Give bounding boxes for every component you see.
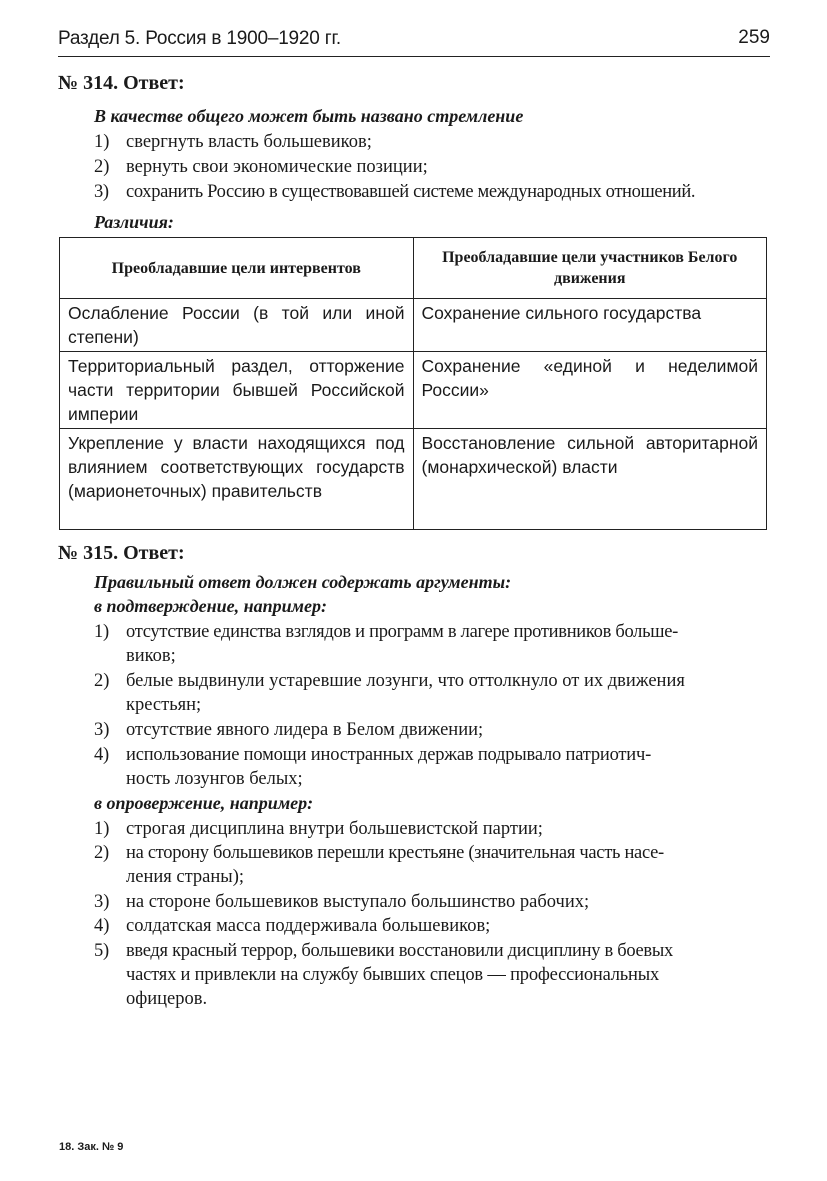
confirm-item: [94, 718, 483, 742]
item-continuation: частях и привлекли на службу бывших спецов — профессиональных: [126, 965, 660, 985]
item-number: 4): [94, 745, 110, 765]
item-number: 3): [94, 892, 110, 912]
section-title: Раздел 5. Россия в 1900–1920 гг.: [58, 28, 341, 49]
table-row: [60, 352, 767, 429]
item-number: 1): [94, 622, 109, 642]
table-cell: Восстановление сильной авторитарной (монархической) власти: [413, 429, 767, 530]
item-number: 2): [94, 157, 110, 177]
answer-314-heading: № 314. Ответ:: [58, 72, 185, 94]
item-number: 2): [94, 843, 109, 863]
item-number: 4): [94, 916, 110, 936]
item-text: сохранить Россию в существовавшей системе международных отношений.: [126, 182, 696, 202]
common-intro: В качестве общего может быть названо стремление: [94, 106, 524, 126]
item-number: 1): [94, 819, 110, 839]
item-number: 3): [94, 720, 110, 740]
item-continuation: крестьян;: [126, 695, 202, 715]
item-text: введя красный террор, большевики восстановили дисциплину в боевых: [126, 941, 673, 961]
item-text: белые выдвинули устаревшие лозунги, что оттолкнуло от их движения: [126, 671, 685, 691]
common-item: [94, 155, 428, 179]
item-continuation: ления страны);: [126, 867, 244, 887]
common-item: [94, 180, 695, 204]
item-continuation: офицеров.: [126, 989, 208, 1009]
page-number: 259: [738, 27, 770, 48]
item-text: отсутствие явного лидера в Белом движении;: [126, 720, 484, 740]
refute-item: [94, 841, 664, 865]
item-text: на стороне большевиков выступало большинство рабочих;: [126, 892, 590, 912]
refute-item: [94, 914, 490, 938]
item-number: 2): [94, 671, 110, 691]
goals-comparison-table: [59, 237, 767, 530]
running-head: [58, 26, 770, 57]
common-item: [94, 130, 372, 154]
item-number: 5): [94, 941, 109, 961]
table-row: [60, 429, 767, 530]
item-text: свергнуть власть большевиков;: [126, 132, 372, 152]
item-text: солдатская масса поддерживала большевиков;: [126, 916, 491, 936]
table-cell: Территориальный раздел, отторжение части территории бывшей Российской империи: [60, 352, 414, 429]
col-header-interventionists: Преобладавшие цели интервентов: [60, 238, 414, 299]
table-header-row: [60, 238, 767, 299]
item-continuation: виков;: [126, 646, 176, 666]
refute-item: [94, 939, 673, 963]
table-cell: Ослабление России (в той или иной степени): [60, 299, 414, 352]
item-text: на сторону большевиков перешли крестьяне (значительная часть насе-: [126, 843, 664, 863]
table-cell: Сохранение сильного государства: [413, 299, 767, 352]
confirm-item: [94, 620, 678, 644]
refute-label: в опровержение, например:: [94, 793, 314, 813]
item-text: использование помощи иностранных держав подрывало патриотич-: [126, 745, 652, 765]
print-code: 18. Зак. № 9: [59, 1141, 124, 1153]
table-cell: Сохранение «единой и неделимой России»: [413, 352, 767, 429]
differences-label: Различия:: [94, 212, 174, 232]
table-row: [60, 299, 767, 352]
refute-item: [94, 890, 589, 914]
col-header-white-movement: Преобладавшие цели участников Белого движения: [413, 238, 767, 299]
confirm-item: [94, 743, 651, 767]
item-number: 1): [94, 132, 110, 152]
answer-315-intro: Правильный ответ должен содержать аргументы:: [94, 572, 512, 592]
item-text: строгая дисциплина внутри большевистской партии;: [126, 819, 543, 839]
answer-315-heading: № 315. Ответ:: [58, 542, 185, 564]
confirm-item: [94, 669, 685, 693]
item-text: отсутствие единства взглядов и программ в лагере противников больше-: [126, 622, 678, 642]
confirm-label: в подтверждение, например:: [94, 596, 327, 616]
table-cell: Укрепление у власти находящихся под влиянием соответствующих государств (марионеточных) правительств: [60, 429, 414, 530]
refute-item: [94, 817, 543, 841]
item-text: вернуть свои экономические позиции;: [126, 157, 428, 177]
item-continuation: ность лозунгов белых;: [126, 769, 303, 789]
item-number: 3): [94, 182, 109, 202]
